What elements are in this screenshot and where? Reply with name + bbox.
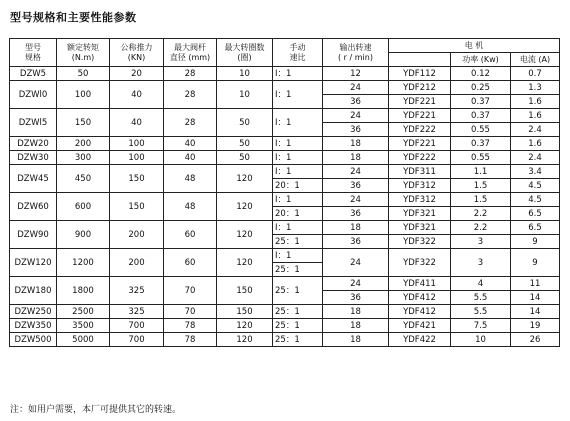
cell-model: DZWl5: [10, 109, 57, 137]
cell-stem: 70: [164, 305, 217, 319]
cell-stem: 40: [164, 151, 217, 165]
cell-torque: 5000: [57, 333, 110, 347]
cell-turns: 120: [217, 319, 273, 333]
cell-power: 7.5: [451, 319, 511, 333]
cell-manual: I：1: [273, 249, 323, 263]
cell-model: DZW5: [10, 67, 57, 81]
cell-motor: YDF312: [389, 179, 451, 193]
header-speed: 输出转速 ( r / min): [323, 39, 389, 67]
cell-motor: YDF322: [389, 235, 451, 249]
table-row: [10, 249, 560, 263]
cell-torque: 900: [57, 221, 110, 249]
cell-speed: 24: [323, 165, 389, 179]
cell-turns: 120: [217, 249, 273, 277]
cell-speed: 36: [323, 95, 389, 109]
cell-manual: I：1: [273, 67, 323, 81]
cell-turns: 10: [217, 81, 273, 109]
cell-manual: I：1: [273, 165, 323, 179]
cell-current: 26: [511, 333, 560, 347]
cell-motor: YDF422: [389, 333, 451, 347]
cell-speed: 24: [323, 193, 389, 207]
cell-turns: 150: [217, 305, 273, 319]
cell-thrust: 325: [110, 277, 164, 305]
cell-model: DZW30: [10, 151, 57, 165]
header-model: 型号 规格: [10, 39, 57, 67]
header-manual: 手动 速比: [273, 39, 323, 67]
cell-motor: YDF312: [389, 193, 451, 207]
cell-turns: 120: [217, 221, 273, 249]
cell-thrust: 40: [110, 81, 164, 109]
cell-power: 5.5: [451, 305, 511, 319]
cell-torque: 100: [57, 81, 110, 109]
table-row: [10, 165, 560, 179]
cell-motor: YDF412: [389, 291, 451, 305]
header-current: 电流 (A): [511, 53, 560, 67]
cell-turns: 120: [217, 333, 273, 347]
cell-thrust: 40: [110, 109, 164, 137]
cell-model: DZW20: [10, 137, 57, 151]
cell-motor: YDF112: [389, 67, 451, 81]
cell-motor: YDF311: [389, 165, 451, 179]
cell-stem: 78: [164, 319, 217, 333]
cell-model: DZW60: [10, 193, 57, 221]
cell-torque: 1800: [57, 277, 110, 305]
cell-current: 1.3: [511, 81, 560, 95]
table-row: [10, 151, 560, 165]
cell-speed: 18: [323, 137, 389, 151]
cell-current: 9: [511, 235, 560, 249]
cell-thrust: 700: [110, 319, 164, 333]
cell-speed: 36: [323, 207, 389, 221]
cell-speed: 24: [323, 249, 389, 277]
cell-power: 0.25: [451, 81, 511, 95]
cell-stem: 78: [164, 333, 217, 347]
cell-power: 1.5: [451, 193, 511, 207]
cell-motor: YDF222: [389, 123, 451, 137]
cell-speed: 12: [323, 67, 389, 81]
cell-power: 0.12: [451, 67, 511, 81]
cell-model: DZW45: [10, 165, 57, 193]
cell-speed: 18: [323, 305, 389, 319]
cell-thrust: 325: [110, 305, 164, 319]
cell-current: 6.5: [511, 221, 560, 235]
table-row: [10, 137, 560, 151]
cell-manual: 25：1: [273, 319, 323, 333]
cell-motor: YDF412: [389, 305, 451, 319]
cell-current: 9: [511, 249, 560, 277]
cell-turns: 50: [217, 137, 273, 151]
cell-torque: 50: [57, 67, 110, 81]
cell-manual: I：1: [273, 109, 323, 137]
cell-motor: YDF411: [389, 277, 451, 291]
cell-turns: 150: [217, 277, 273, 305]
table-row: [10, 67, 560, 81]
cell-motor: YDF322: [389, 249, 451, 277]
cell-current: 4.5: [511, 179, 560, 193]
cell-power: 0.55: [451, 151, 511, 165]
cell-thrust: 200: [110, 221, 164, 249]
header-motor: 电 机: [389, 39, 560, 53]
cell-model: DZW90: [10, 221, 57, 249]
cell-turns: 10: [217, 67, 273, 81]
cell-model: DZWl0: [10, 81, 57, 109]
cell-manual: I：1: [273, 137, 323, 151]
cell-manual: 25：1: [273, 305, 323, 319]
cell-motor: YDF321: [389, 221, 451, 235]
header-torque: 额定转矩 (N.m): [57, 39, 110, 67]
cell-thrust: 100: [110, 137, 164, 151]
header-turns: 最大转圈数 (圈): [217, 39, 273, 67]
cell-turns: 50: [217, 109, 273, 137]
cell-stem: 28: [164, 109, 217, 137]
cell-thrust: 150: [110, 193, 164, 221]
cell-motor: YDF221: [389, 137, 451, 151]
cell-power: 2.2: [451, 207, 511, 221]
cell-manual: 20：1: [273, 207, 323, 221]
cell-power: 1.1: [451, 165, 511, 179]
cell-torque: 450: [57, 165, 110, 193]
cell-current: 14: [511, 291, 560, 305]
cell-current: 0.7: [511, 67, 560, 81]
cell-manual: I：1: [273, 221, 323, 235]
cell-torque: 600: [57, 193, 110, 221]
cell-speed: 18: [323, 221, 389, 235]
cell-current: 2.4: [511, 151, 560, 165]
table-row: [10, 333, 560, 347]
cell-turns: 120: [217, 193, 273, 221]
cell-motor: YDF212: [389, 81, 451, 95]
cell-power: 3: [451, 235, 511, 249]
cell-model: DZW250: [10, 305, 57, 319]
cell-stem: 48: [164, 165, 217, 193]
cell-manual: 25：1: [273, 277, 323, 305]
cell-power: 5.5: [451, 291, 511, 305]
cell-current: 4.5: [511, 193, 560, 207]
cell-speed: 36: [323, 291, 389, 305]
table-row: [10, 109, 560, 123]
cell-stem: 60: [164, 249, 217, 277]
cell-model: DZW500: [10, 333, 57, 347]
cell-current: 1.6: [511, 95, 560, 109]
table-row: [10, 193, 560, 207]
cell-motor: YDF221: [389, 95, 451, 109]
cell-motor: YDF321: [389, 207, 451, 221]
cell-current: 14: [511, 305, 560, 319]
table-body: [10, 67, 560, 347]
table-row: [10, 221, 560, 235]
cell-power: 3: [451, 249, 511, 277]
cell-stem: 40: [164, 137, 217, 151]
cell-thrust: 150: [110, 165, 164, 193]
cell-torque: 1200: [57, 249, 110, 277]
cell-turns: 120: [217, 165, 273, 193]
cell-thrust: 20: [110, 67, 164, 81]
cell-current: 2.4: [511, 123, 560, 137]
cell-manual: 25：1: [273, 333, 323, 347]
cell-manual: I：1: [273, 81, 323, 109]
cell-torque: 2500: [57, 305, 110, 319]
cell-torque: 300: [57, 151, 110, 165]
cell-model: DZW120: [10, 249, 57, 277]
cell-current: 19: [511, 319, 560, 333]
cell-current: 3.4: [511, 165, 560, 179]
cell-current: 1.6: [511, 109, 560, 123]
header-motor-model: [389, 53, 451, 67]
header-power: 功率 (Kw): [451, 53, 511, 67]
cell-motor: YDF421: [389, 319, 451, 333]
cell-speed: 18: [323, 319, 389, 333]
cell-motor: YDF221: [389, 109, 451, 123]
cell-current: 11: [511, 277, 560, 291]
cell-turns: 50: [217, 151, 273, 165]
cell-thrust: 200: [110, 249, 164, 277]
cell-thrust: 100: [110, 151, 164, 165]
cell-manual: 25：1: [273, 235, 323, 249]
cell-power: 0.37: [451, 137, 511, 151]
header-stem: 最大阀杆 直径 (mm): [164, 39, 217, 67]
cell-torque: 3500: [57, 319, 110, 333]
cell-torque: 150: [57, 109, 110, 137]
cell-stem: 28: [164, 81, 217, 109]
header-thrust: 公称推力 (KN): [110, 39, 164, 67]
cell-speed: 24: [323, 277, 389, 291]
cell-manual: 25：1: [273, 263, 323, 277]
table-title: 型号规格和主要性能参数: [10, 11, 137, 24]
cell-power: 0.55: [451, 123, 511, 137]
cell-power: 0.37: [451, 109, 511, 123]
cell-power: 10: [451, 333, 511, 347]
cell-speed: 18: [323, 333, 389, 347]
cell-stem: 48: [164, 193, 217, 221]
cell-power: 4: [451, 277, 511, 291]
cell-current: 6.5: [511, 207, 560, 221]
cell-power: 1.5: [451, 179, 511, 193]
cell-motor: YDF222: [389, 151, 451, 165]
cell-power: 0.37: [451, 95, 511, 109]
cell-model: DZW180: [10, 277, 57, 305]
table-row: [10, 81, 560, 95]
cell-model: DZW350: [10, 319, 57, 333]
table-row: [10, 277, 560, 291]
footnote: 注：如用户需要，本厂可提供其它的转速。: [10, 405, 182, 415]
table-row: [10, 319, 560, 333]
cell-torque: 200: [57, 137, 110, 151]
cell-stem: 28: [164, 67, 217, 81]
cell-speed: 24: [323, 109, 389, 123]
spec-table: [9, 38, 560, 347]
cell-power: 2.2: [451, 221, 511, 235]
cell-manual: 20：1: [273, 179, 323, 193]
cell-manual: I：1: [273, 151, 323, 165]
table-row: [10, 305, 560, 319]
cell-thrust: 700: [110, 333, 164, 347]
cell-speed: 18: [323, 151, 389, 165]
cell-speed: 36: [323, 179, 389, 193]
cell-speed: 36: [323, 235, 389, 249]
cell-speed: 36: [323, 123, 389, 137]
cell-speed: 24: [323, 81, 389, 95]
cell-stem: 60: [164, 221, 217, 249]
cell-current: 1.6: [511, 137, 560, 151]
cell-stem: 70: [164, 277, 217, 305]
cell-manual: I：1: [273, 193, 323, 207]
